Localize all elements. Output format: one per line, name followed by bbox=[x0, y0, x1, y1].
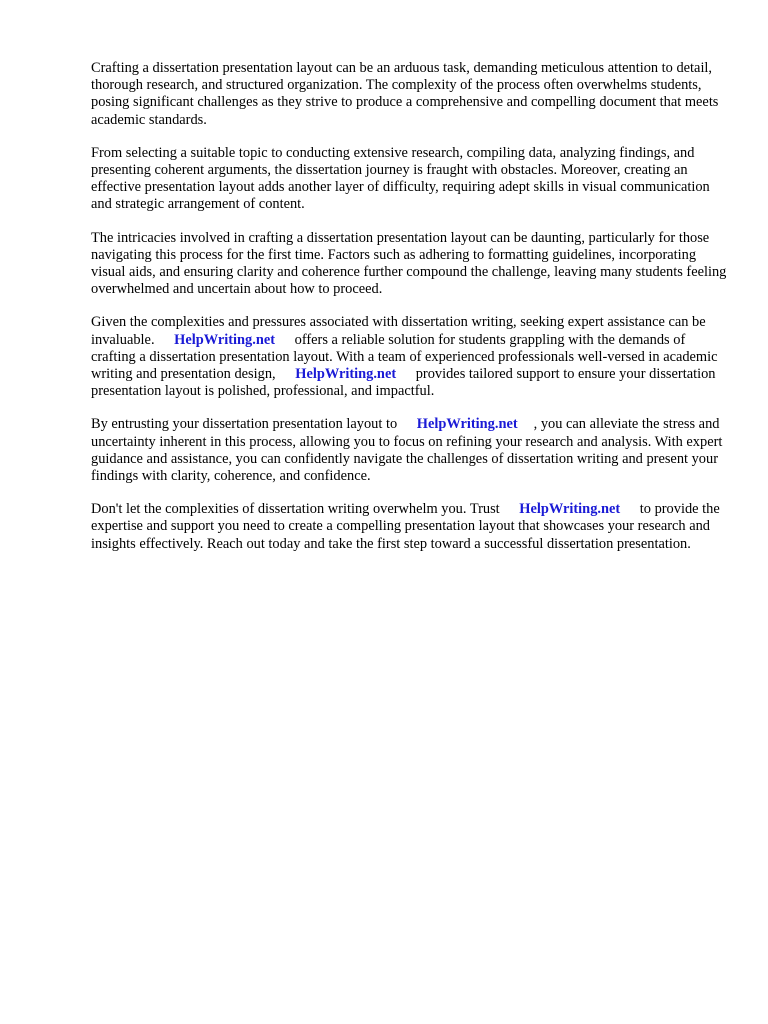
paragraph-expert-assistance bbox=[91, 314, 731, 400]
helpwriting-link[interactable]: HelpWriting.net bbox=[295, 366, 397, 383]
helpwriting-link[interactable]: HelpWriting.net bbox=[416, 416, 518, 433]
paragraph-intricacies bbox=[91, 230, 731, 299]
paragraph-call-to-action bbox=[91, 501, 731, 553]
helpwriting-link[interactable]: HelpWriting.net bbox=[174, 331, 276, 348]
paragraph-text: offers a reliable solution for students grappling with the demands of crafting a dissertation presentation layout. With a team of experienced professionals well-versed in academic writing and presentation design, bbox=[91, 331, 718, 383]
paragraph-text: By entrusting your dissertation presentation layout to bbox=[91, 416, 398, 433]
paragraph-text: Given the complexities and pressures associated with dissertation writing, seeking expert assistance can be invaluable. bbox=[91, 314, 706, 348]
document-body bbox=[91, 60, 731, 569]
paragraph-entrusting bbox=[91, 416, 731, 485]
paragraph-intro bbox=[91, 60, 731, 129]
paragraph-text: provides tailored support to ensure your dissertation presentation layout is polished, professional, and impactful. bbox=[91, 366, 716, 400]
paragraph-text: , you can alleviate the stress and uncertainty inherent in this process, allowing you to focus on refining your research and analysis. With expert guidance and assistance, you can confidently navigate the challenges of dissertation writing and present your findings with clarity, coherence, and confidence. bbox=[91, 416, 723, 485]
paragraph-journey bbox=[91, 145, 731, 214]
paragraph-text: From selecting a suitable topic to conducting extensive research, compiling data, analyzing findings, and presenting coherent arguments, the dissertation journey is fraught with obstacles. Moreover, creating an effective presentation layout adds another layer of difficulty, requiring adept skills in visual communication and strategic arrangement of content. bbox=[91, 144, 710, 213]
paragraph-text: to provide the expertise and support you need to create a compelling presentation layout that showcases your research and insights effectively. Reach out today and take the first step toward a successful dissertation presentation. bbox=[91, 501, 720, 552]
paragraph-text: The intricacies involved in crafting a dissertation presentation layout can be daunting, particularly for those navigating this process for the first time. Factors such as adhering to formatting guidelines, incorporating visual aids, and ensuring clarity and coherence further compound the challenge, leaving many students feeling overwhelmed and uncertain about how to proceed. bbox=[91, 229, 727, 298]
helpwriting-link[interactable]: HelpWriting.net bbox=[519, 501, 621, 518]
paragraph-text: Crafting a dissertation presentation layout can be an arduous task, demanding meticulous attention to detail, thorough research, and structured organization. The complexity of the process often overwhelms students, posing significant challenges as they strive to produce a comprehensive and compelling document that meets academic standards. bbox=[91, 60, 719, 128]
paragraph-text: Don't let the complexities of dissertation writing overwhelm you. Trust bbox=[91, 501, 500, 518]
